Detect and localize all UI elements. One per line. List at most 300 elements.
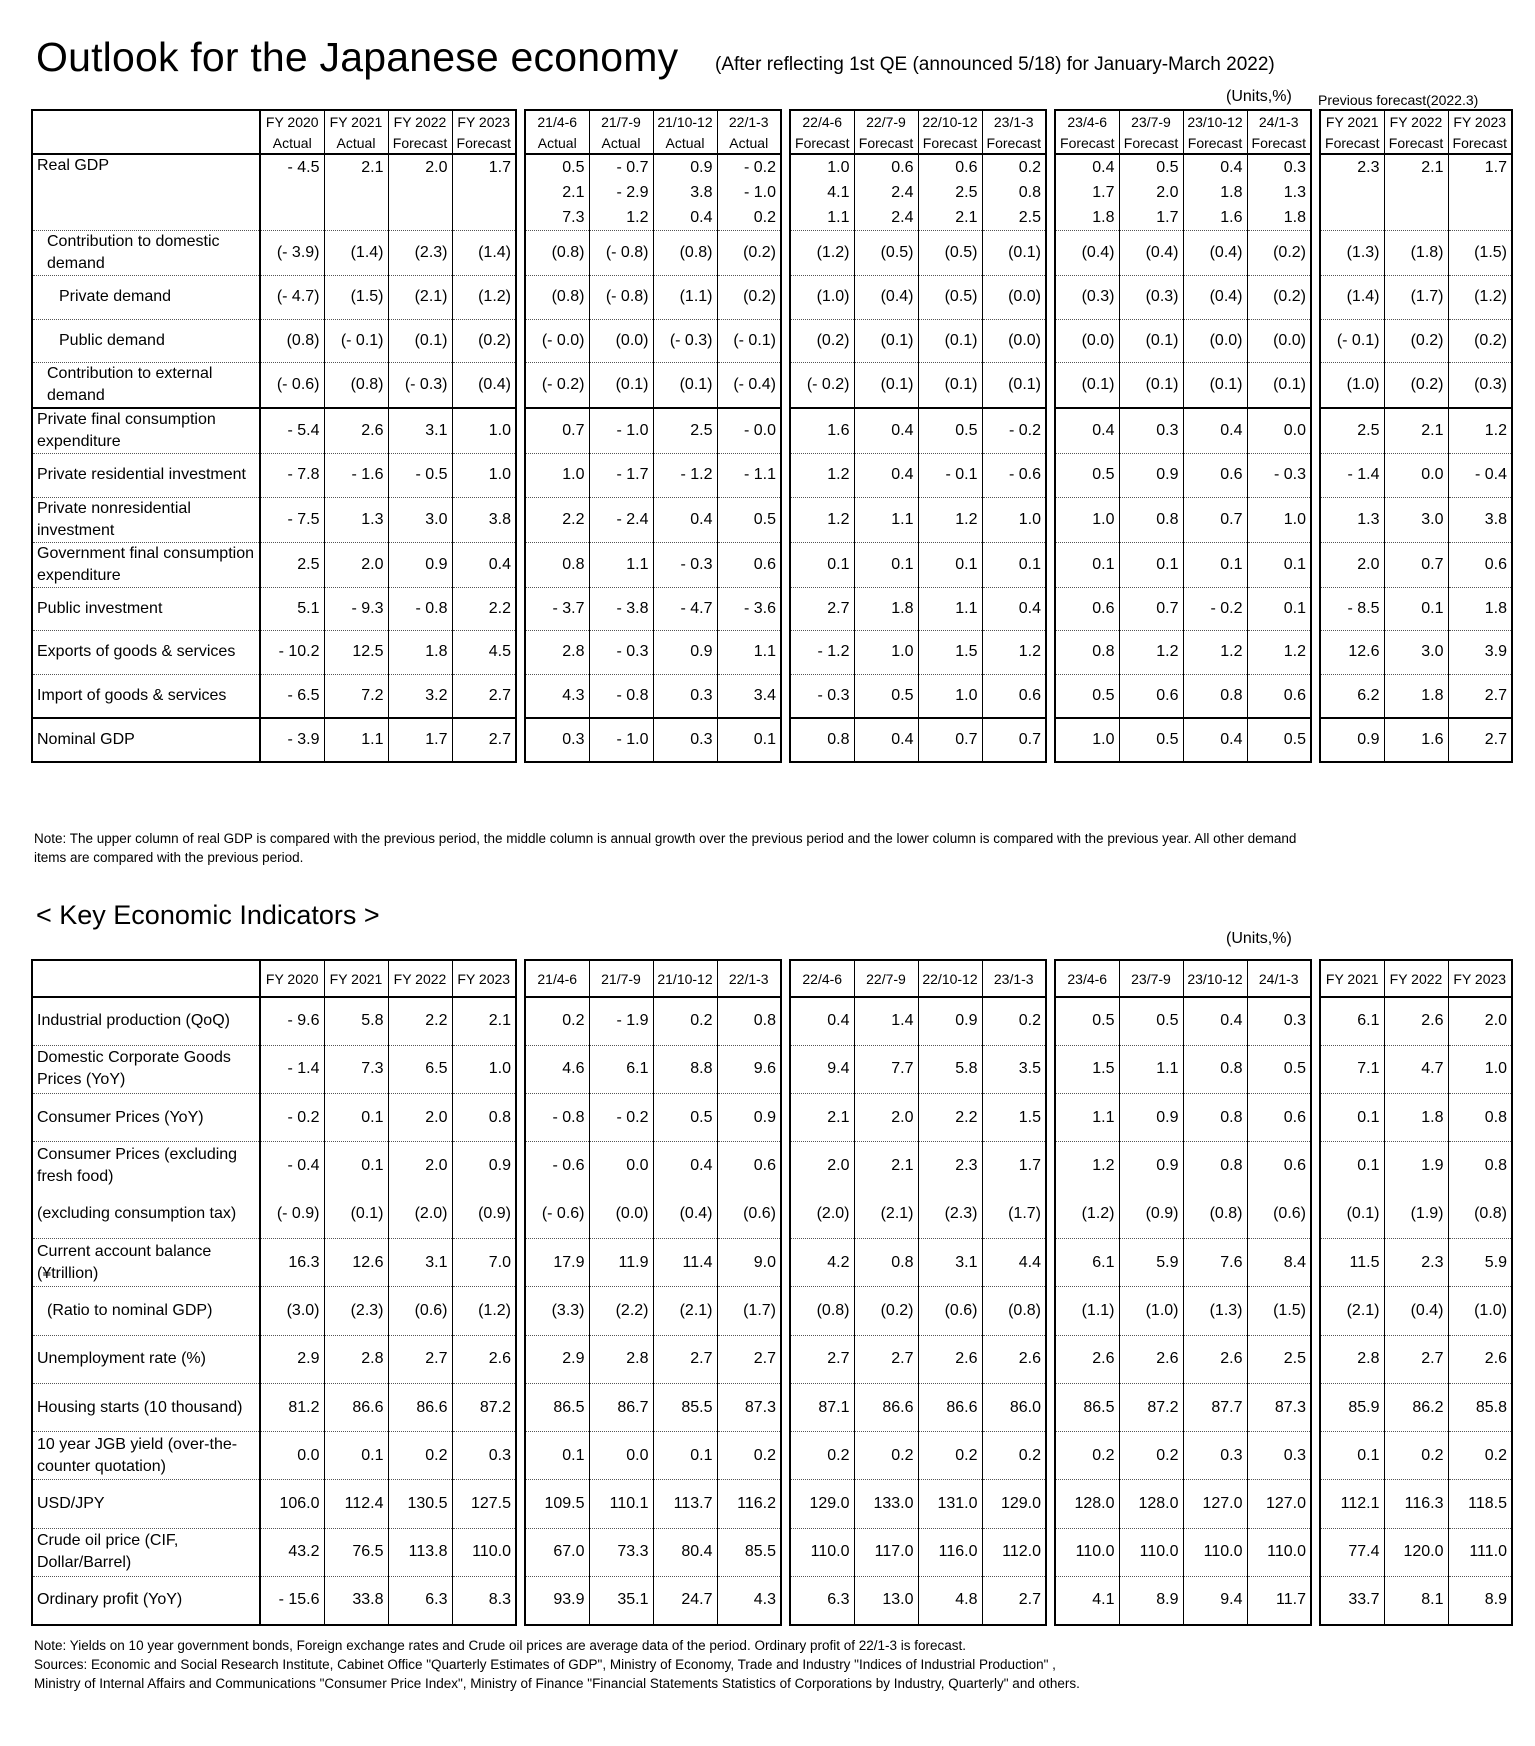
value-cell: 0.2 [525, 997, 589, 1045]
row-label: Unemployment rate (%) [32, 1335, 260, 1383]
value-cell: 1.5 [982, 1094, 1046, 1142]
value-cell: 0.8 [452, 1094, 516, 1142]
table-row [32, 1142, 1512, 1190]
column-gap [1311, 1383, 1320, 1431]
value-cell: 2.1 [854, 1142, 918, 1190]
value-cell: - 0.8 [388, 587, 452, 631]
note-line: Ministry of Internal Affairs and Communications "Consumer Price Index", Ministry of Finance "Financial Statements Statistics of Corporations by Industry, Quarterly" and others. [34, 1676, 1080, 1691]
column-header: 21/10-12 [653, 110, 717, 132]
table-row [32, 587, 1512, 631]
column-gap [1311, 1528, 1320, 1576]
value-cell: 85.8 [1448, 1383, 1512, 1431]
column-gap [1046, 454, 1055, 498]
value-cell: 1.2 [1448, 408, 1512, 454]
value-cell: (0.0) [1055, 319, 1119, 363]
value-cell: 0.5 [854, 674, 918, 718]
value-cell: - 0.8 [525, 1094, 589, 1142]
real-gdp-value: 2.0 [425, 159, 448, 176]
value-cell: 8.8 [653, 1045, 717, 1093]
page-subtitle: (After reflecting 1st QE (announced 5/18) for January-March 2022) [715, 54, 1275, 75]
row-label: Contribution to domestic demand [32, 231, 260, 276]
value-cell: (1.2) [452, 1287, 516, 1335]
value-cell: 5.9 [1448, 1238, 1512, 1286]
column-header: 21/4-6 [525, 960, 589, 997]
value-cell: 3.1 [388, 408, 452, 454]
column-gap [516, 231, 525, 276]
value-cell: 6.2 [1320, 674, 1384, 718]
column-subheader: Forecast [854, 132, 918, 154]
value-cell: 86.5 [1055, 1383, 1119, 1431]
value-cell: - 0.6 [982, 454, 1046, 498]
column-header: 23/7-9 [1119, 960, 1183, 997]
column-header: 22/7-9 [854, 110, 918, 132]
value-cell: 1.1 [918, 587, 982, 631]
column-header: FY 2022 [1384, 960, 1448, 997]
value-cell: 2.9 [525, 1335, 589, 1383]
value-cell: (0.2) [854, 1287, 918, 1335]
value-cell: 0.9 [918, 997, 982, 1045]
row-label: Import of goods & services [32, 674, 260, 718]
value-cell: 3.9 [1448, 631, 1512, 675]
value-cell: 7.2 [324, 674, 388, 718]
value-cell: (1.5) [1448, 231, 1512, 276]
column-gap [1311, 1045, 1320, 1093]
value-cell: 0.1 [854, 542, 918, 587]
value-cell: 0.0 [589, 1432, 653, 1480]
value-cell: - 8.5 [1320, 587, 1384, 631]
column-gap [516, 454, 525, 498]
value-cell: (- 0.8) [589, 276, 653, 320]
column-header: 23/10-12 [1183, 960, 1247, 997]
value-cell [854, 154, 918, 231]
value-cell: (0.1) [1119, 319, 1183, 363]
value-cell: 0.7 [1119, 587, 1183, 631]
value-cell: 113.8 [388, 1528, 452, 1576]
value-cell: 1.1 [717, 631, 781, 675]
value-cell: 4.8 [918, 1577, 982, 1625]
value-cell: (0.4) [1183, 231, 1247, 276]
value-cell: (0.3) [1119, 276, 1183, 320]
value-cell: - 15.6 [260, 1577, 324, 1625]
value-cell: 1.8 [1384, 1094, 1448, 1142]
value-cell: 0.9 [653, 631, 717, 675]
real-gdp-value: 2.0 [1156, 184, 1179, 201]
value-cell: 106.0 [260, 1480, 324, 1528]
value-cell: 3.4 [717, 674, 781, 718]
table-row [32, 1432, 1512, 1480]
value-cell [982, 154, 1046, 231]
value-cell: (0.4) [452, 363, 516, 409]
value-cell: 0.8 [1448, 1094, 1512, 1142]
value-cell: 4.2 [790, 1238, 854, 1286]
value-cell: 8.1 [1384, 1577, 1448, 1625]
value-cell: 3.2 [388, 674, 452, 718]
value-cell: 1.2 [1247, 631, 1311, 675]
value-cell: 0.7 [1384, 542, 1448, 587]
value-cell: 0.2 [790, 1432, 854, 1480]
value-cell: 0.4 [1183, 997, 1247, 1045]
value-cell: - 1.2 [653, 454, 717, 498]
value-cell: 1.2 [790, 497, 854, 542]
value-cell: 0.1 [717, 718, 781, 762]
header-row [32, 110, 1512, 132]
value-cell: 1.0 [1055, 718, 1119, 762]
column-header: 22/1-3 [717, 960, 781, 997]
value-cell: 6.5 [388, 1045, 452, 1093]
real-gdp-value: 0.2 [753, 209, 776, 226]
value-cell: 5.8 [918, 1045, 982, 1093]
column-gap [516, 1142, 525, 1190]
value-cell: 0.9 [1119, 1094, 1183, 1142]
value-cell: 86.5 [525, 1383, 589, 1431]
value-cell: (2.2) [589, 1287, 653, 1335]
value-cell: 0.9 [1320, 718, 1384, 762]
column-gap [1311, 497, 1320, 542]
value-cell [589, 154, 653, 231]
column-subheader: Actual [324, 132, 388, 154]
value-cell: (0.2) [1247, 231, 1311, 276]
column-gap [781, 1528, 790, 1576]
value-cell: 0.4 [1183, 718, 1247, 762]
value-cell: 1.0 [1448, 1045, 1512, 1093]
value-cell: 0.1 [1247, 542, 1311, 587]
value-cell: 2.2 [452, 587, 516, 631]
value-cell: 2.0 [1448, 997, 1512, 1045]
value-cell: 128.0 [1119, 1480, 1183, 1528]
value-cell: 13.0 [854, 1577, 918, 1625]
value-cell: - 0.4 [260, 1142, 324, 1190]
value-cell: 86.6 [324, 1383, 388, 1431]
note-line: Note: Yields on 10 year government bonds, Foreign exchange rates and Crude oil prices are average data of the period. Ordinary profit of 22/1-3 is forecast. [34, 1638, 967, 1653]
value-cell: 110.0 [1119, 1528, 1183, 1576]
value-cell: (- 4.7) [260, 276, 324, 320]
note-line: Sources: Economic and Social Research Institute, Cabinet Office "Quarterly Estimates of GDP", Ministry of Economy, Trade and Industry "Indices of Industrial Production" , [34, 1657, 1056, 1672]
column-gap [1311, 319, 1320, 363]
value-cell: 116.3 [1384, 1480, 1448, 1528]
value-cell: 12.6 [1320, 631, 1384, 675]
column-header: 23/4-6 [1055, 110, 1119, 132]
column-gap [1311, 408, 1320, 454]
value-cell: (1.4) [324, 231, 388, 276]
value-cell: 0.6 [717, 542, 781, 587]
table-row [32, 1335, 1512, 1383]
value-cell: 0.2 [854, 1432, 918, 1480]
column-gap [1311, 1190, 1320, 1238]
value-cell: - 0.3 [653, 542, 717, 587]
value-cell: (0.8) [260, 319, 324, 363]
column-gap [516, 1094, 525, 1142]
column-gap [1046, 1238, 1055, 1286]
real-gdp-value: - 0.2 [743, 159, 776, 176]
column-gap [781, 454, 790, 498]
value-cell: 1.6 [1384, 718, 1448, 762]
value-cell: 118.5 [1448, 1480, 1512, 1528]
value-cell: - 7.8 [260, 454, 324, 498]
value-cell: 9.0 [717, 1238, 781, 1286]
value-cell: 0.9 [388, 542, 452, 587]
value-cell: 129.0 [790, 1480, 854, 1528]
real-gdp-value: 2.1 [361, 159, 384, 176]
value-cell: 0.1 [1119, 542, 1183, 587]
header-label-cell [32, 960, 260, 997]
value-cell: 109.5 [525, 1480, 589, 1528]
value-cell: 0.2 [1055, 1432, 1119, 1480]
value-cell: 0.2 [717, 1432, 781, 1480]
value-cell: (1.9) [1384, 1190, 1448, 1238]
value-cell: 4.5 [452, 631, 516, 675]
value-cell: 8.4 [1247, 1238, 1311, 1286]
column-gap [516, 1528, 525, 1576]
column-subheader: Actual [653, 132, 717, 154]
value-cell: 2.0 [790, 1142, 854, 1190]
value-cell: (0.1) [854, 319, 918, 363]
column-subheader: Forecast [452, 132, 516, 154]
column-gap [781, 497, 790, 542]
column-gap [781, 154, 790, 231]
value-cell: (2.3) [918, 1190, 982, 1238]
row-label: Consumer Prices (YoY) [32, 1094, 260, 1142]
value-cell: 9.4 [1183, 1577, 1247, 1625]
value-cell: 0.9 [1119, 454, 1183, 498]
value-cell: 1.5 [918, 631, 982, 675]
value-cell: 0.0 [1384, 454, 1448, 498]
value-cell: 87.7 [1183, 1383, 1247, 1431]
value-cell: (0.9) [452, 1190, 516, 1238]
value-cell: 7.1 [1320, 1045, 1384, 1093]
table-row [32, 454, 1512, 498]
value-cell: 0.1 [653, 1432, 717, 1480]
value-cell: 76.5 [324, 1528, 388, 1576]
column-header: 22/4-6 [790, 960, 854, 997]
value-cell: 110.0 [790, 1528, 854, 1576]
value-cell: 8.3 [452, 1577, 516, 1625]
value-cell: - 0.3 [790, 674, 854, 718]
row-label: Private residential investment [32, 454, 260, 498]
column-header: 21/10-12 [653, 960, 717, 997]
real-gdp-value: 0.8 [1018, 184, 1041, 201]
value-cell: 0.9 [717, 1094, 781, 1142]
row-label: Government final consumption expenditure [32, 542, 260, 587]
value-cell: 3.1 [918, 1238, 982, 1286]
value-cell: (0.2) [1448, 319, 1512, 363]
value-cell: (0.1) [388, 319, 452, 363]
row-label: Crude oil price (CIF, Dollar/Barrel) [32, 1528, 260, 1576]
value-cell: 1.2 [1055, 1142, 1119, 1190]
column-gap [516, 363, 525, 409]
column-gap [781, 1045, 790, 1093]
value-cell: 87.3 [717, 1383, 781, 1431]
column-gap [1046, 542, 1055, 587]
column-gap [516, 1190, 525, 1238]
value-cell: (2.1) [854, 1190, 918, 1238]
value-cell: 0.2 [653, 997, 717, 1045]
value-cell: (1.1) [653, 276, 717, 320]
value-cell: 67.0 [525, 1528, 589, 1576]
column-gap [781, 1190, 790, 1238]
value-cell: (- 0.3) [653, 319, 717, 363]
column-gap [1046, 363, 1055, 409]
value-cell: 0.1 [324, 1142, 388, 1190]
value-cell [1384, 154, 1448, 231]
column-gap [781, 1287, 790, 1335]
real-gdp-value: 0.6 [891, 159, 914, 176]
value-cell: - 6.5 [260, 674, 324, 718]
value-cell: 127.0 [1183, 1480, 1247, 1528]
value-cell: 2.5 [653, 408, 717, 454]
value-cell: 0.7 [918, 718, 982, 762]
value-cell: (0.1) [982, 231, 1046, 276]
column-gap [781, 674, 790, 718]
table-row [32, 1190, 1512, 1238]
value-cell: 0.5 [1119, 718, 1183, 762]
value-cell: - 0.0 [717, 408, 781, 454]
value-cell: 133.0 [854, 1480, 918, 1528]
value-cell: 6.1 [1320, 997, 1384, 1045]
value-cell: 11.5 [1320, 1238, 1384, 1286]
table-row [32, 1287, 1512, 1335]
value-cell: 12.6 [324, 1238, 388, 1286]
column-gap [516, 542, 525, 587]
value-cell [324, 154, 388, 231]
column-gap [1046, 1432, 1055, 1480]
value-cell: 0.2 [1119, 1432, 1183, 1480]
column-gap [1311, 110, 1320, 132]
value-cell: 0.1 [1320, 1094, 1384, 1142]
value-cell: 0.1 [324, 1432, 388, 1480]
value-cell: 86.2 [1384, 1383, 1448, 1431]
column-gap [516, 1287, 525, 1335]
real-gdp-value: 2.3 [1357, 159, 1380, 176]
value-cell: (- 0.0) [525, 319, 589, 363]
column-gap [516, 1577, 525, 1625]
value-cell: 2.6 [982, 1335, 1046, 1383]
column-gap [516, 154, 525, 231]
value-cell: 0.4 [790, 997, 854, 1045]
real-gdp-value: 1.7 [1484, 159, 1507, 176]
value-cell: - 1.4 [260, 1045, 324, 1093]
real-gdp-value: 1.7 [488, 159, 511, 176]
value-cell: (0.1) [1055, 363, 1119, 409]
value-cell: 0.0 [1247, 408, 1311, 454]
value-cell: 0.2 [388, 1432, 452, 1480]
value-cell: (2.3) [324, 1287, 388, 1335]
value-cell: (0.0) [589, 319, 653, 363]
table-row [32, 1383, 1512, 1431]
column-gap [1046, 960, 1055, 997]
value-cell: 2.3 [1384, 1238, 1448, 1286]
header-label-cell [32, 110, 260, 154]
value-cell: 6.3 [388, 1577, 452, 1625]
value-cell [1448, 154, 1512, 231]
value-cell: 2.6 [452, 1335, 516, 1383]
value-cell: 0.5 [1055, 674, 1119, 718]
value-cell: - 9.3 [324, 587, 388, 631]
value-cell: 0.4 [653, 497, 717, 542]
value-cell: 0.3 [653, 674, 717, 718]
value-cell: 2.6 [1384, 997, 1448, 1045]
value-cell: (1.2) [1055, 1190, 1119, 1238]
real-gdp-value: - 0.7 [616, 159, 649, 176]
value-cell: 9.6 [717, 1045, 781, 1093]
value-cell: (0.1) [1119, 363, 1183, 409]
value-cell: (0.5) [918, 231, 982, 276]
value-cell: 0.6 [1247, 1142, 1311, 1190]
column-gap [516, 1335, 525, 1383]
value-cell: 2.7 [452, 674, 516, 718]
value-cell: (0.4) [854, 276, 918, 320]
real-gdp-value: 0.5 [562, 159, 585, 176]
column-header: 21/4-6 [525, 110, 589, 132]
column-gap [516, 674, 525, 718]
column-header: 24/1-3 [1247, 110, 1311, 132]
value-cell: - 1.6 [324, 454, 388, 498]
column-header: FY 2021 [1320, 960, 1384, 997]
value-cell: - 1.2 [790, 631, 854, 675]
column-gap [516, 319, 525, 363]
key-indicators-table [31, 959, 1513, 1626]
value-cell: (1.0) [1448, 1287, 1512, 1335]
table-row [32, 1480, 1512, 1528]
row-label: Current account balance (¥trillion) [32, 1238, 260, 1286]
value-cell: - 0.1 [918, 454, 982, 498]
value-cell [717, 154, 781, 231]
value-cell: 0.1 [982, 542, 1046, 587]
value-cell: (0.2) [1384, 319, 1448, 363]
column-header: 23/1-3 [982, 960, 1046, 997]
value-cell: 81.2 [260, 1383, 324, 1431]
value-cell: 2.0 [854, 1094, 918, 1142]
table-row [32, 497, 1512, 542]
row-label: Ordinary profit (YoY) [32, 1577, 260, 1625]
value-cell: 0.8 [1119, 497, 1183, 542]
value-cell: 2.8 [324, 1335, 388, 1383]
column-gap [1046, 1480, 1055, 1528]
value-cell: 0.8 [525, 542, 589, 587]
value-cell: (0.6) [918, 1287, 982, 1335]
real-gdp-value: - 4.5 [287, 159, 320, 176]
value-cell: - 0.2 [1183, 587, 1247, 631]
real-gdp-value: 1.0 [827, 159, 850, 176]
value-cell: 2.7 [790, 587, 854, 631]
column-subheader: Forecast [1448, 132, 1512, 154]
value-cell: 85.5 [653, 1383, 717, 1431]
value-cell: 3.0 [1384, 497, 1448, 542]
value-cell: 0.6 [1119, 674, 1183, 718]
value-cell: 0.5 [717, 497, 781, 542]
value-cell: (0.8) [653, 231, 717, 276]
value-cell: 0.4 [854, 408, 918, 454]
value-cell: 1.2 [982, 631, 1046, 675]
value-cell: 1.2 [790, 454, 854, 498]
value-cell: (1.4) [1320, 276, 1384, 320]
value-cell: 0.8 [1055, 631, 1119, 675]
value-cell: 1.2 [918, 497, 982, 542]
value-cell: 0.7 [525, 408, 589, 454]
value-cell: 0.5 [1247, 1045, 1311, 1093]
value-cell: (1.2) [452, 276, 516, 320]
value-cell: 43.2 [260, 1528, 324, 1576]
column-gap [1046, 631, 1055, 675]
value-cell: 1.0 [982, 497, 1046, 542]
row-label: Housing starts (10 thousand) [32, 1383, 260, 1431]
value-cell: (0.2) [790, 319, 854, 363]
column-header: 22/7-9 [854, 960, 918, 997]
value-cell: 1.2 [1183, 631, 1247, 675]
value-cell: - 10.2 [260, 631, 324, 675]
value-cell: 0.1 [918, 542, 982, 587]
column-subheader: Forecast [1320, 132, 1384, 154]
value-cell: 8.9 [1119, 1577, 1183, 1625]
